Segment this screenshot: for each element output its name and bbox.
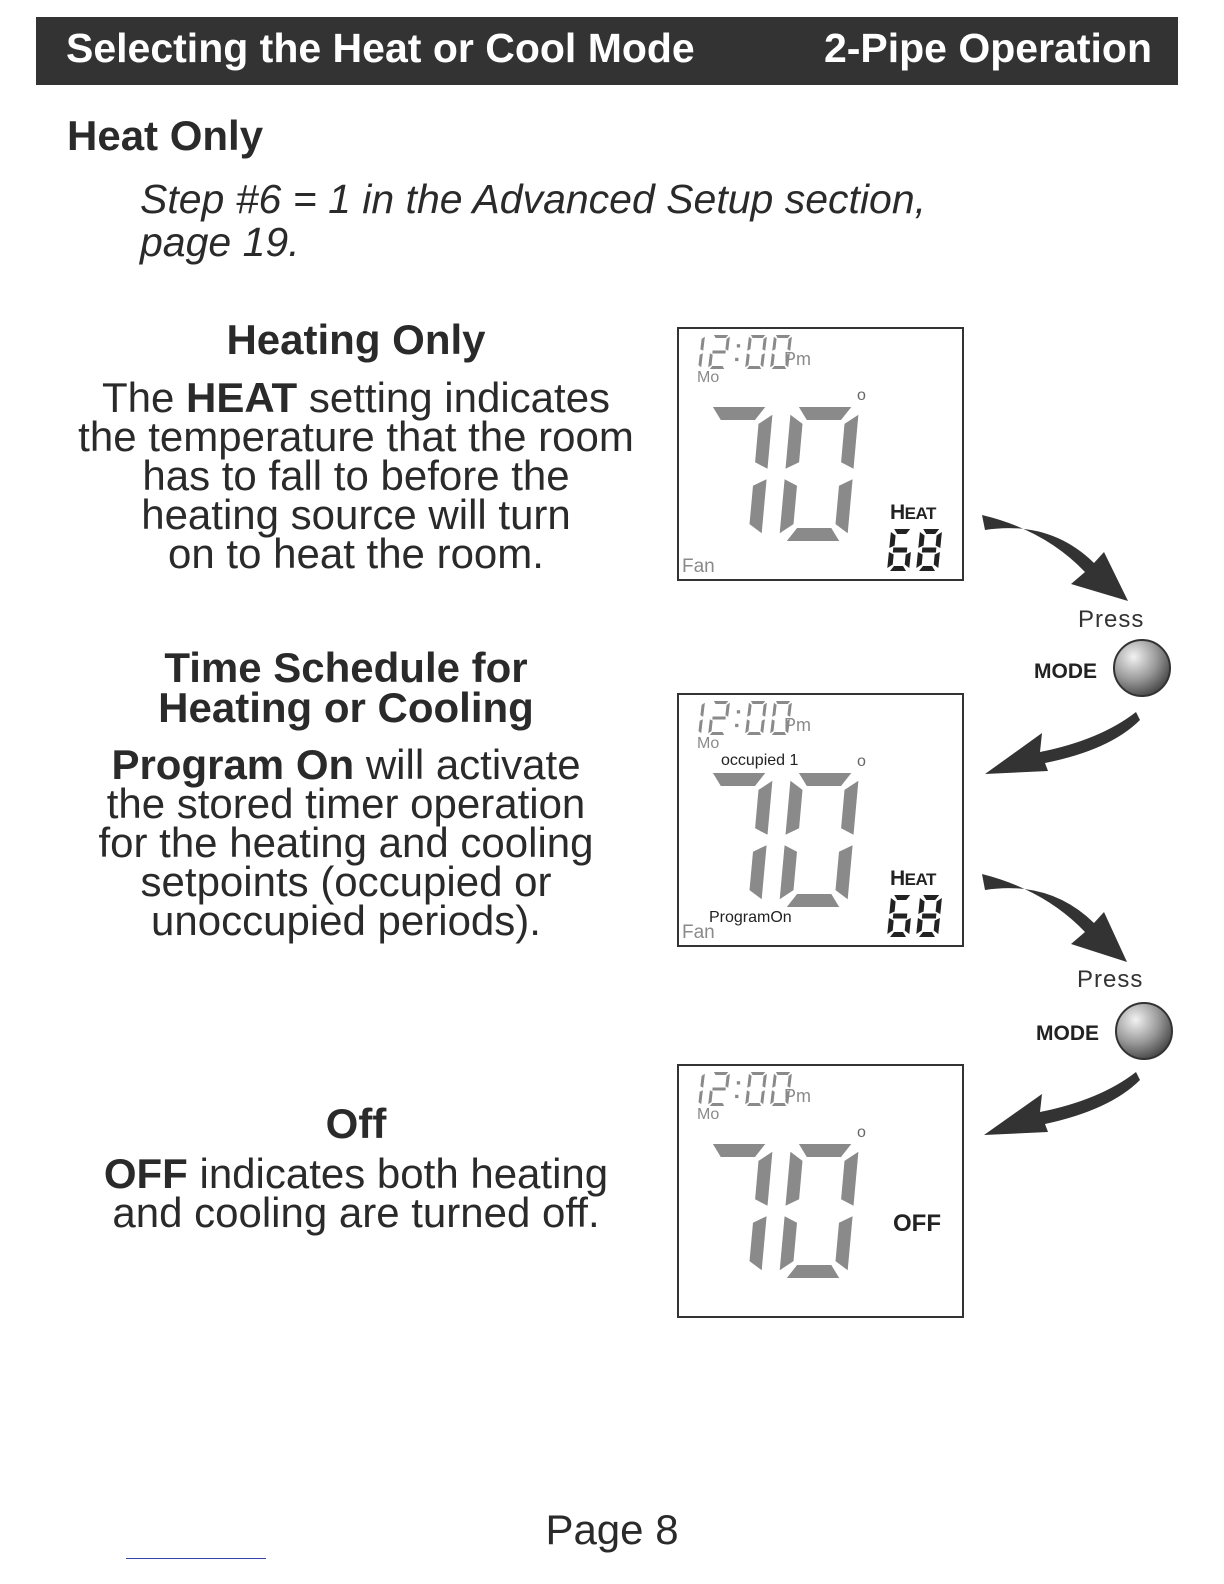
- mode-button-2[interactable]: [1116, 1003, 1172, 1059]
- lcd-ampm: Pm: [784, 1086, 811, 1106]
- lcd-heat-label-rest: EAT: [904, 504, 936, 523]
- lcd-off-label: OFF: [893, 1210, 941, 1237]
- off-bold: OFF: [103, 1150, 188, 1197]
- lcd-ampm: Pm: [784, 715, 811, 735]
- lcd-ampm: Pm: [784, 349, 811, 369]
- lcd-degree: o: [857, 387, 866, 404]
- lcd-heat-label-initial: H: [890, 867, 905, 890]
- heating-only-bold: HEAT: [185, 374, 298, 421]
- lcd-day: Mo: [697, 1106, 720, 1123]
- mode-label-2: MODE: [1036, 1022, 1099, 1045]
- footer-line: [126, 1558, 266, 1559]
- mode-label-1: MODE: [1034, 660, 1097, 683]
- lcd-heat-label-initial: H: [890, 501, 905, 524]
- mode-button-1[interactable]: [1114, 640, 1170, 696]
- header-title: Selecting the Heat or Cool Mode: [66, 25, 695, 71]
- press-label-2: Press: [1077, 966, 1144, 993]
- header-subtitle: 2-Pipe Operation: [823, 25, 1152, 71]
- lcd-degree: o: [857, 753, 866, 770]
- off-rest: indicates both heating and cooling are turned off.: [112, 1150, 609, 1236]
- intro-text: Step #6 = 1 in the Advanced Setup section, page 19.: [140, 176, 927, 265]
- lcd-fan: Fan: [682, 556, 715, 577]
- schedule-bold: Program On: [111, 741, 355, 788]
- heating-only-prefix: The: [101, 374, 186, 421]
- lcd-program-status: ProgramOn: [709, 909, 792, 926]
- schedule-rest: will activate the stored timer operation for the heating and cooling setpoints (occupied or unoccupied periods).: [98, 741, 594, 944]
- arrow-down-left-icon: [984, 1072, 1140, 1135]
- page-number: Page 8: [545, 1506, 679, 1553]
- lcd-day: Mo: [697, 369, 720, 386]
- press-label-1: Press: [1078, 606, 1145, 633]
- off-title: Off: [325, 1100, 387, 1147]
- heating-only-rest: setting indicates the temperature that the room has to fall to before the heating source will turn on to heat the room.: [78, 374, 634, 577]
- arrow-down-right-icon: [982, 515, 1128, 601]
- lcd-day: Mo: [697, 735, 720, 752]
- lcd-fan: Fan: [682, 922, 715, 943]
- heating-only-title: Heating Only: [226, 316, 486, 363]
- lcd-degree: o: [857, 1124, 866, 1141]
- arrow-down-left-icon: [985, 712, 1140, 774]
- lcd-occupied-status: occupied 1: [721, 752, 799, 769]
- lcd-heat-label-rest: EAT: [904, 870, 936, 889]
- schedule-title: Time Schedule for Heating or Cooling: [158, 644, 534, 731]
- arrow-down-right-icon: [982, 874, 1127, 962]
- section-title: Heat Only: [67, 112, 264, 159]
